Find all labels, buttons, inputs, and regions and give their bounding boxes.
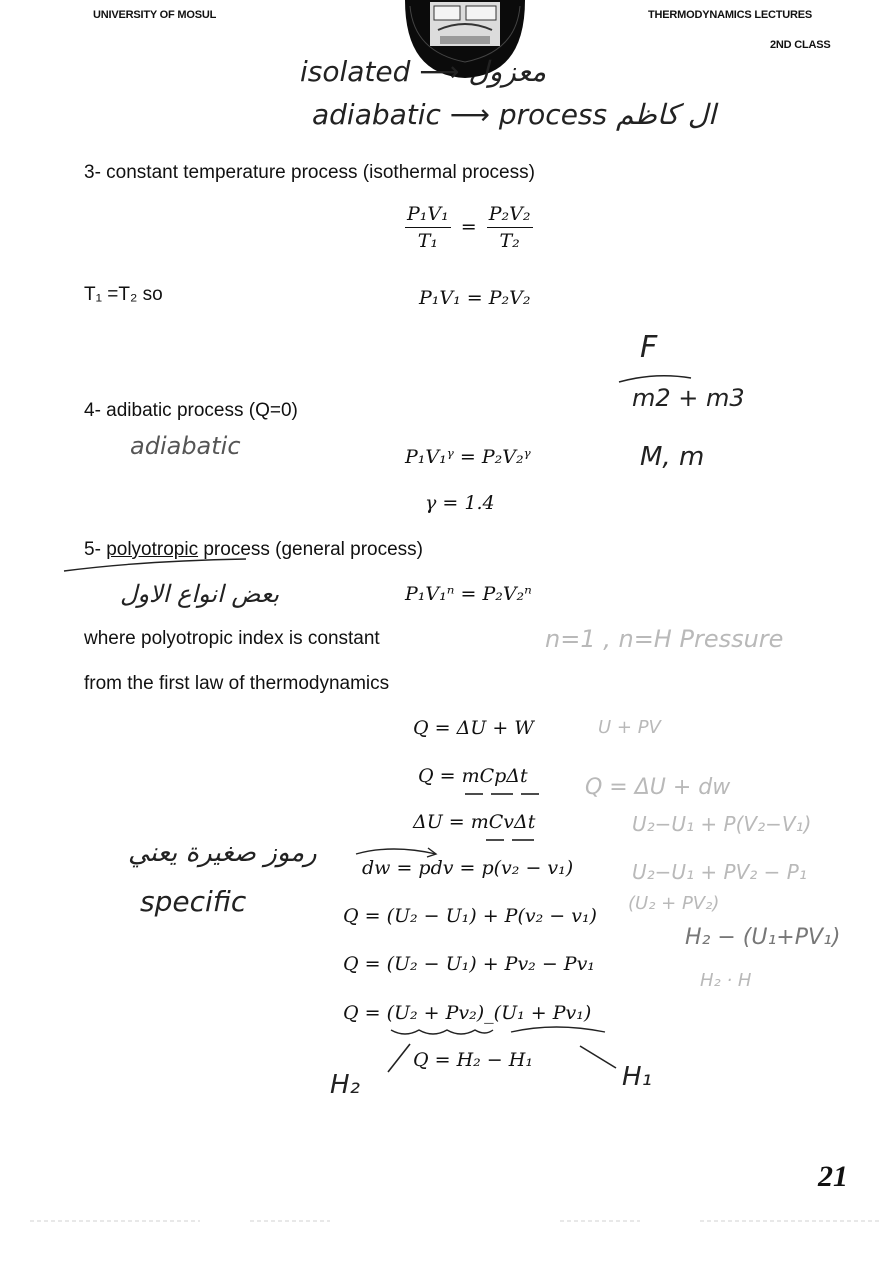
handwritten-underline-stroke bbox=[60, 555, 250, 575]
handwritten-adiabatic: adiabatic bbox=[130, 432, 241, 460]
header-course: THERMODYNAMICS LECTURES bbox=[648, 9, 813, 21]
equation-isothermal: P₁V₁ = P₂V₂ bbox=[419, 287, 531, 309]
equation-adiabatic: P₁V₁ᵞ = P₂V₂ᵞ bbox=[405, 446, 531, 468]
handwritten-specific: specific bbox=[140, 885, 247, 918]
derivation-line-7: Q = (U₂ + Pv₂)_(U₁ + Pv₁) bbox=[343, 1002, 592, 1024]
faint-note-8: H₂ · H bbox=[700, 970, 752, 991]
derivation-line-5: Q = (U₂ − U₁) + P(v₂ − v₁) bbox=[343, 905, 597, 927]
derivation-line-8: Q = H₂ − H₁ bbox=[413, 1049, 533, 1071]
handwritten-margin-f: F bbox=[640, 330, 658, 365]
eq-den-right: T₂ bbox=[499, 230, 520, 252]
derivation-line-2: Q = mCpΔt bbox=[418, 765, 528, 787]
section-3-condition: T₁ =T₂ so bbox=[84, 284, 163, 305]
derivation-line-3: ΔU = mCvΔt bbox=[413, 811, 536, 833]
derivation-line-4: dw = pdv = p(v₂ − v₁) bbox=[362, 857, 574, 879]
first-law-intro: from the first law of thermodynamics bbox=[84, 673, 390, 694]
handwritten-strokes-h bbox=[380, 1040, 630, 1080]
handwritten-h2: H₂ bbox=[330, 1070, 360, 1100]
faint-note-2: U + PV bbox=[598, 717, 661, 738]
section-4-title: 4- adibatic process (Q=0) bbox=[84, 400, 298, 421]
scan-edge-line bbox=[0, 1218, 893, 1224]
section-5-keyword: polyotropic bbox=[106, 539, 199, 560]
faint-note-7: H₂ − (U₁+PV₁) bbox=[685, 925, 841, 950]
handwritten-h1: H₁ bbox=[622, 1062, 652, 1092]
faint-note-6: (U₂ + PV₂) bbox=[628, 893, 720, 914]
handwritten-dashes-cp bbox=[465, 789, 545, 797]
faint-note-1: n=1 , n=H Pressure bbox=[545, 625, 784, 653]
faint-note-3: Q = ΔU + dw bbox=[585, 775, 731, 800]
faint-note-5: U₂−U₁ + PV₂ − P₁ bbox=[632, 860, 807, 884]
section-3-title: 3- constant temperature process (isothermal process) bbox=[84, 162, 535, 183]
equation-polytropic: P₁V₁ⁿ = P₂V₂ⁿ bbox=[405, 583, 532, 605]
section-5-number: 5- bbox=[84, 539, 107, 560]
equation-gamma: γ = 1.4 bbox=[425, 492, 495, 514]
eq-num-right: P₂V₂ bbox=[487, 203, 533, 228]
section-5-rest: process (general process) bbox=[198, 539, 424, 560]
handwritten-dashes-cv bbox=[486, 835, 546, 843]
eq-num-left: P₁V₁ bbox=[405, 203, 451, 228]
derivation-line-1: Q = ΔU + W bbox=[413, 717, 534, 739]
handwritten-arabic-poly: بعض انواع الاول bbox=[120, 580, 280, 608]
faint-note-4: U₂−U₁ + P(V₂−V₁) bbox=[632, 812, 812, 836]
handwritten-arrow-dw bbox=[352, 840, 442, 860]
page-number: 21 bbox=[818, 1160, 848, 1193]
handwritten-isolated-note: isolated ⟶ معزول bbox=[300, 55, 547, 88]
header-university: UNIVERSITY OF MOSUL bbox=[93, 9, 217, 21]
header-class: 2ND CLASS bbox=[770, 39, 831, 51]
derivation-line-6: Q = (U₂ − U₁) + Pv₂ − Pv₁ bbox=[343, 953, 595, 975]
equation-combined-gas-law: $\frac{\text{P₁V₁}}{\text{T₁}}$ = $\frac{\text{P₂V₂}}{\text{T₂}}$ bbox=[407, 203, 531, 252]
eq-den-left: T₁ bbox=[417, 230, 439, 252]
handwritten-margin-mm: M, m bbox=[640, 442, 705, 472]
handwritten-adiabatic-note: adiabatic ⟶ process ال كاظم bbox=[312, 98, 716, 131]
handwritten-margin-m2m3: m2 + m3 bbox=[632, 384, 745, 412]
handwritten-arabic-specific: رموز صغيرة يعني bbox=[128, 838, 317, 868]
section-5-note: where polyotropic index is constant bbox=[84, 628, 380, 649]
